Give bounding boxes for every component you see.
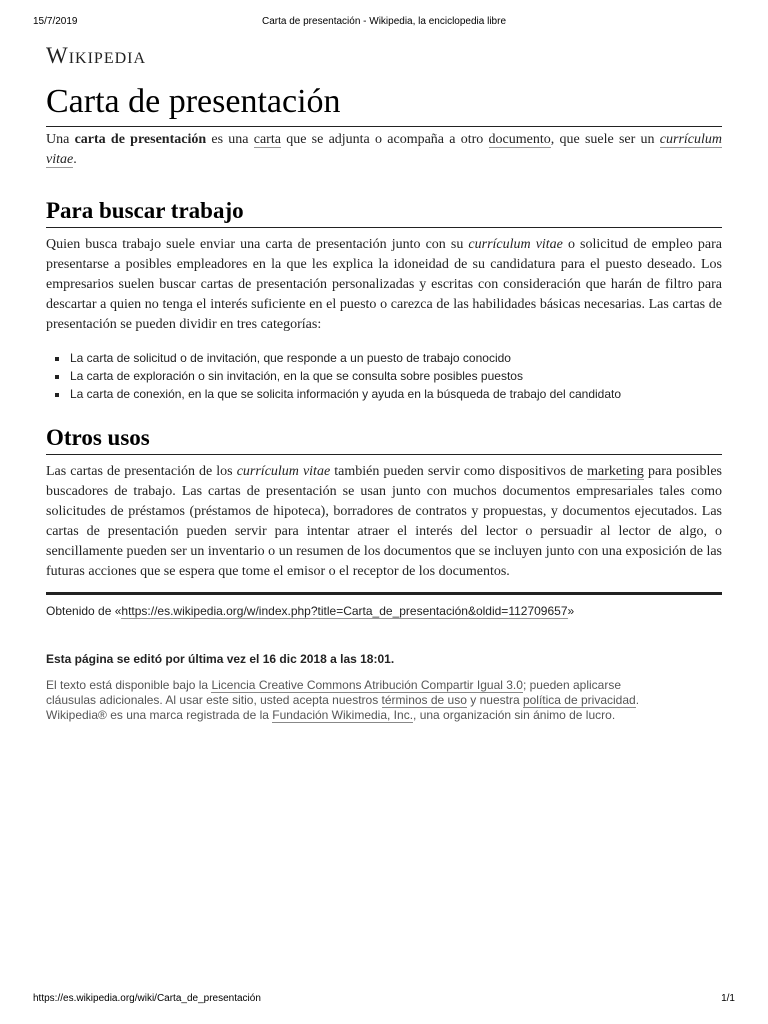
link-documento[interactable]: documento [488, 132, 551, 147]
license-text-part: y nuestra [466, 693, 523, 707]
footer-divider [46, 592, 722, 595]
license-text-part: El texto está disponible bajo la [46, 678, 212, 692]
license-text-part: . [635, 693, 640, 707]
link-license[interactable]: Licencia Creative Commons Atribución Compartir Igual 3.0 [211, 678, 523, 692]
intro-text: , que suele ser un [550, 132, 660, 147]
license-text-part: ; pueden aplicarse cláusulas adicionales. Al usar este sitio, usted acepta nuestros [46, 678, 622, 707]
list-item: La carta de solicitud o de invitación, que responde a un puesto de trabajo conocido [70, 349, 722, 367]
intro-paragraph [46, 130, 722, 170]
list-item: La carta de exploración o sin invitación, en la que se consulta sobre posibles puestos [70, 367, 722, 385]
section2-text: también pueden servir como dispositivos de [330, 464, 588, 479]
print-header [33, 16, 735, 30]
link-carta[interactable]: carta [253, 132, 281, 147]
link-terms-of-use[interactable]: términos de uso [381, 693, 467, 707]
intro-text: que se adjunta o acompaña a otro [280, 132, 489, 147]
intro-text: es una [206, 132, 254, 147]
obtained-from [46, 604, 722, 618]
section-heading-buscar-trabajo: Para buscar trabajo [46, 196, 722, 228]
section2-italic: currículum vitae [236, 464, 331, 479]
section1-paragraph [46, 235, 722, 335]
section2-text: para posibles buscadores de trabajo. Las cartas de presentación se usan junto con muchos documentos empresariales tales como solicitudes de préstamos (préstamos de hipoteca), borradores de contratos y propuestas, y documentos ejecutados. Las cartas de presentación pueden servir para intentar atraer el interés del lector o persuadir al lector de algo, o sencillamente pueden ser un inventario o un resumen de los documentos que se incluyen junto con una exposición de las futuras acciones que se espera que tome el emisor o el receptor de los documentos. [46, 464, 723, 579]
intro-text: Una [46, 132, 75, 147]
wikipedia-wordmark[interactable]: Wikipedia [46, 43, 147, 68]
section2-text: Las cartas de presentación de los [46, 464, 237, 479]
print-date: 15/7/2019 [33, 16, 78, 27]
category-list [46, 349, 722, 403]
last-modified: Esta página se editó por última vez el 16 dic 2018 a las 18:01. [46, 652, 395, 666]
obtained-suffix: » [567, 604, 575, 618]
list-item: La carta de conexión, en la que se solicita información y ayuda en la búsqueda de trabajo del candidato [70, 385, 722, 403]
section-heading-otros-usos: Otros usos [46, 423, 722, 455]
license-text [46, 678, 668, 723]
link-curriculum-vitae[interactable]: currículum vitae [46, 132, 722, 167]
link-privacy-policy[interactable]: política de privacidad [522, 693, 636, 707]
license-text-part: , una organización sin ánimo de lucro. [413, 708, 616, 722]
print-url: https://es.wikipedia.org/wiki/Carta_de_presentación [33, 993, 261, 1004]
section1-italic: currículum vitae [468, 237, 563, 252]
intro-bold-term: carta de presentación [74, 132, 207, 147]
section1-text: Quien busca trabajo suele enviar una carta de presentación junto con su [46, 237, 469, 252]
intro-text: . [73, 152, 77, 167]
link-wikimedia-foundation[interactable]: Fundación Wikimedia, Inc. [272, 708, 414, 722]
license-text-part: Wikipedia® es una marca registrada de la [46, 708, 273, 722]
page-title: Carta de presentación [46, 80, 722, 127]
print-page-title: Carta de presentación - Wikipedia, la enciclopedia libre [261, 16, 507, 27]
obtained-prefix: Obtenido de « [46, 604, 122, 618]
page-number: 1/1 [721, 993, 735, 1004]
section2-paragraph [46, 462, 722, 582]
obtained-url-link[interactable]: https://es.wikipedia.org/w/index.php?title=Carta_de_presentación&oldid=112709657 [121, 604, 568, 618]
section1-text: o solicitud de empleo para presentarse a posibles empleadores en la que les explica la idoneidad de su candidatura para el puesto deseado. Los empresarios suelen buscar cartas de presentación personalizadas y escritas con consideración que harán de filtro para descartar a quien no tenga el interés suficiente en el puesto o carezca de las habilidades básicas necesarias. Las cartas de presentación se pueden dividir en tres categorías: [46, 237, 723, 332]
link-marketing[interactable]: marketing [587, 464, 644, 479]
print-footer [33, 993, 735, 1007]
article-content [46, 130, 722, 582]
